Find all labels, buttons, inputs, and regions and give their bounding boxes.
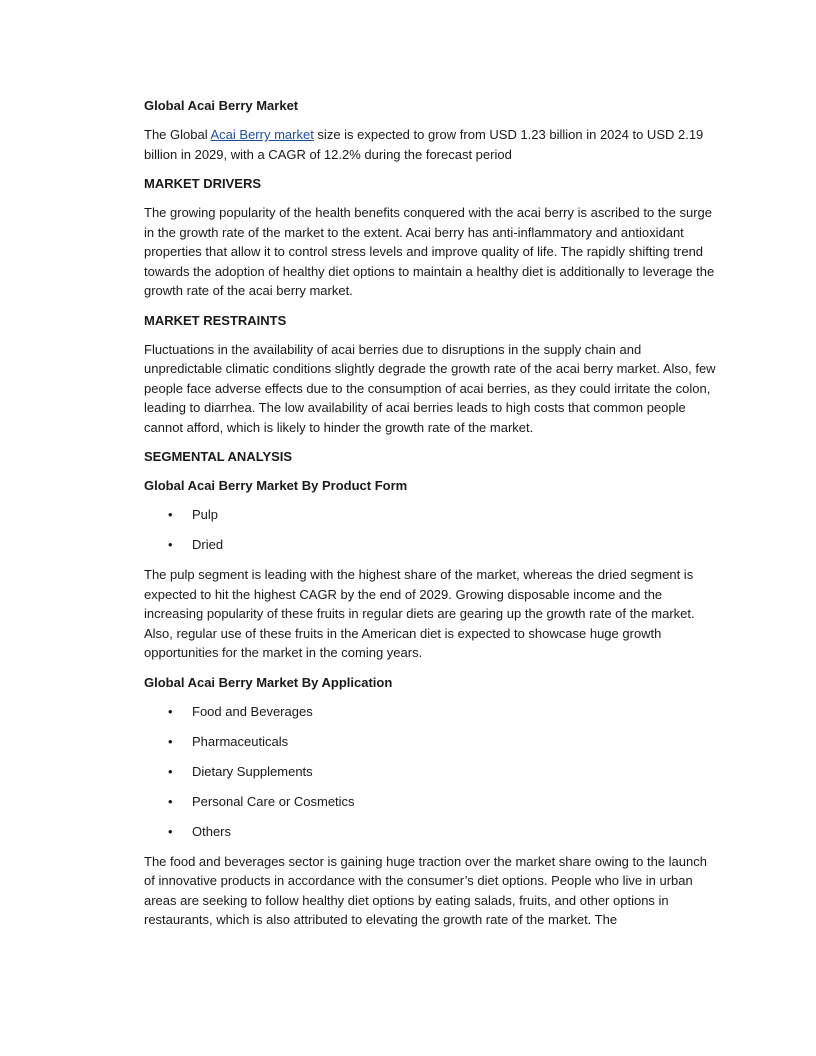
bullet-icon: • (168, 763, 173, 779)
list-item-label: Pulp (192, 507, 219, 522)
list-item (144, 535, 720, 554)
list-item (144, 792, 720, 811)
list-item (144, 505, 720, 524)
list-item-label: Personal Care or Cosmetics (192, 793, 355, 809)
list-item-label: Pharmaceuticals (192, 733, 289, 749)
product-form-list (144, 505, 720, 554)
acai-berry-market-link[interactable]: Acai Berry market (210, 127, 314, 142)
bullet-icon: • (168, 537, 173, 552)
market-drivers-paragraph: The growing popularity of the health benefits conquered with the acai berry is ascribed to the surge in the growth rate of the market to the extent. Acai berry has anti-inflammatory and antioxidant properties that allow it to control stress levels and improve quality of life. The rapidly shifting trend towards the adoption of healthy diet options to maintain a healthy diet is additionally to leverage the growth rate of the acai berry market. (144, 205, 715, 298)
list-item (144, 732, 720, 751)
bullet-icon: • (168, 793, 173, 809)
application-paragraph: The food and beverages sector is gaining huge traction over the market share owing to the launch of innovative products in accordance with the consumer’s diet options. People who live in urban areas are seeking to follow healthy diet options by eating salads, fruits, and other options in restaurants, which is also attributed to elevating the growth rate of the market. The (144, 853, 707, 927)
bullet-icon: • (168, 507, 173, 522)
list-item-label: Food and Beverages (192, 703, 313, 719)
segmental-analysis-heading: SEGMENTAL ANALYSIS (144, 449, 293, 464)
document-title: Global Acai Berry Market (144, 98, 299, 113)
market-drivers-heading: MARKET DRIVERS (144, 176, 262, 191)
intro-text-before-link: The Global (144, 127, 211, 142)
list-item (144, 702, 720, 721)
list-item (144, 762, 720, 781)
product-form-heading: Global Acai Berry Market By Product Form (144, 478, 408, 493)
intro-paragraph (144, 125, 720, 164)
application-heading: Global Acai Berry Market By Application (144, 674, 393, 690)
list-item-label: Dietary Supplements (192, 763, 313, 779)
list-item-label: Others (192, 823, 232, 839)
list-item-label: Dried (192, 537, 224, 552)
bullet-icon: • (168, 733, 173, 749)
market-restraints-paragraph: Fluctuations in the availability of acai berries due to disruptions in the supply chain and unpredictable climatic conditions slightly degrade the growth rate of the acai berry market. Also, few people face adverse effects due to the consumption of acai berries, as they could irritate the colon, leading to diarrhea. The low availability of acai berries leads to high costs that common people cannot afford, which is likely to hinder the growth rate of the market. (144, 341, 716, 435)
bullet-icon: • (168, 703, 173, 719)
list-item (144, 822, 720, 841)
market-restraints-heading: MARKET RESTRAINTS (144, 312, 287, 328)
application-list (144, 702, 720, 841)
bullet-icon: • (168, 823, 173, 839)
intro-text-after-link: size is expected to grow from USD 1.23 billion in 2024 to USD 2.19 billion in 2029, with a CAGR of 12.2% during the forecast period (144, 127, 704, 162)
product-form-paragraph: The pulp segment is leading with the highest share of the market, whereas the dried segment is expected to hit the highest CAGR by the end of 2029. Growing disposable income and the increasing popularity of these fruits in regular diets are gearing up the growth rate of the market. Also, regular use of these fruits in the American diet is expected to showcase huge growth opportunities for the market in the coming years. (144, 567, 695, 660)
